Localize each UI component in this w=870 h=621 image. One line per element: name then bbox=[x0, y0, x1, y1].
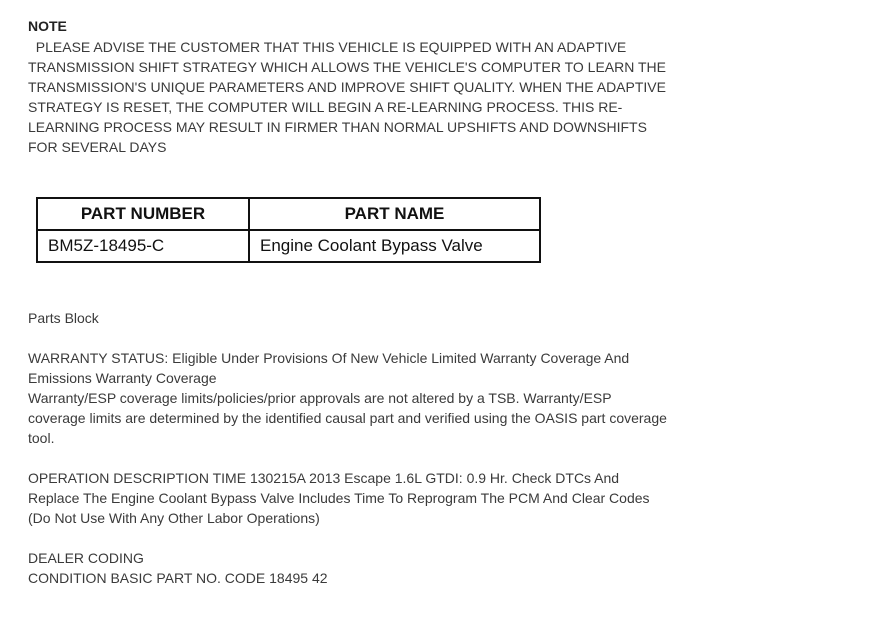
note-section bbox=[28, 16, 668, 157]
table-row bbox=[37, 230, 540, 262]
warranty-section bbox=[28, 348, 668, 448]
dealer-coding-line: CONDITION BASIC PART NO. CODE 18495 42 bbox=[28, 570, 328, 586]
note-text: PLEASE ADVISE THE CUSTOMER THAT THIS VEHICLE IS EQUIPPED WITH AN ADAPTIVE TRANSMISSION SHIFT STRATEGY WHICH ALLOWS THE VEHICLE'S COMPUTER TO LEARN THE TRANSMISSION'S UNIQUE PARAMETERS AND IMPROVE SHIFT QUALITY. WHEN THE ADAPTIVE STRATEGY IS RESET, THE COMPUTER WILL BEGIN A RE-LEARNING PROCESS. THIS RE-LEARNING PROCESS MAY RESULT IN FIRMER THAN NORMAL UPSHIFTS AND DOWNSHIFTS FOR SEVERAL DAYS bbox=[28, 39, 670, 155]
operation-description-text: OPERATION DESCRIPTION TIME 130215A 2013 Escape 1.6L GTDI: 0.9 Hr. Check DTCs And Replace The Engine Coolant Bypass Valve Includes Time To Reprogram The PCM And Clear Codes (Do Not Use With Any Other Labor Operations) bbox=[28, 470, 650, 526]
table-header-row bbox=[37, 198, 540, 230]
parts-table-container bbox=[36, 197, 668, 263]
warranty-coverage-text: Warranty/ESP coverage limits/policies/prior approvals are not altered by a TSB. Warranty/ESP coverage limits are determined by the identified causal part and verified using the OASIS part coverage tool. bbox=[28, 390, 667, 446]
note-label: NOTE bbox=[28, 18, 67, 34]
column-header-part-name: PART NAME bbox=[249, 198, 540, 230]
dealer-coding-title: DEALER CODING bbox=[28, 550, 144, 566]
dealer-coding-section bbox=[28, 548, 668, 588]
parts-block-label: Parts Block bbox=[28, 310, 99, 326]
part-number-cell: BM5Z-18495-C bbox=[37, 230, 249, 262]
column-header-part-number: PART NUMBER bbox=[37, 198, 249, 230]
warranty-status-text: WARRANTY STATUS: Eligible Under Provisions Of New Vehicle Limited Warranty Coverage And Emissions Warranty Coverage bbox=[28, 350, 630, 386]
part-name-cell: Engine Coolant Bypass Valve bbox=[249, 230, 540, 262]
parts-table bbox=[36, 197, 541, 263]
bulletin-page bbox=[28, 16, 668, 588]
